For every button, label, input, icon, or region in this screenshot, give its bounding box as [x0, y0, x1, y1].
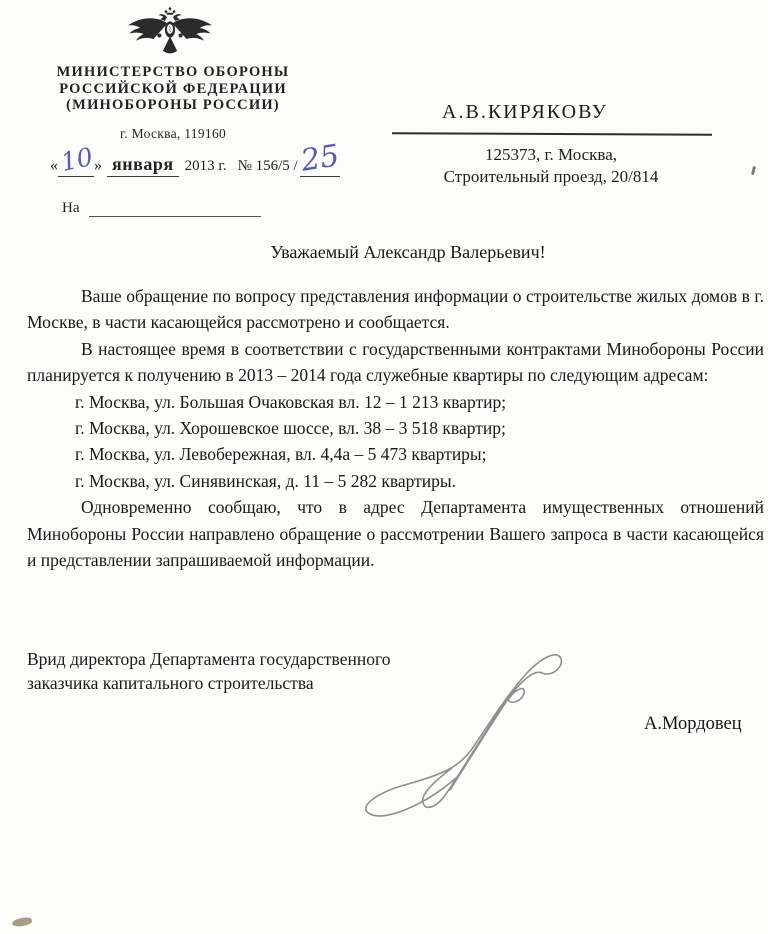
ministry-name-block: [28, 64, 318, 114]
number-blank-field: [298, 138, 342, 179]
signer-title-line-1: Врид директора Департамента государственного: [27, 649, 391, 669]
open-quote: «: [50, 157, 58, 174]
list-item: г. Москва, ул. Синявинская, д. 11 – 5 282 квартиры.: [75, 470, 457, 491]
salutation: Уважаемый Александр Валерьевич!: [270, 242, 546, 262]
paragraph-2: В настоящее время в соответствии с государственными контрактами Минобороны России планируется к получению в 2013 – 2014 года служебные квартиры по следующим адресам:: [27, 338, 764, 386]
addressee-underline: [392, 132, 712, 135]
outgoing-number-prefix: № 156/5 /: [237, 158, 298, 174]
ministry-line-1: МИНИСТЕРСТВО ОБОРОНЫ: [56, 64, 290, 80]
day-blank-field: [58, 142, 96, 177]
month-label: января: [107, 154, 179, 177]
mod-eagle-emblem-icon: [127, 6, 213, 59]
date-number-line: [50, 138, 342, 179]
signer-name: А.Мордовец: [644, 714, 742, 734]
scan-speck: [12, 917, 33, 928]
close-quote: »: [94, 157, 102, 174]
ministry-line-2: РОССИЙСКОЙ ФЕДЕРАЦИИ: [59, 80, 287, 97]
apartment-address-list: [27, 389, 764, 495]
scan-speck: [751, 166, 756, 175]
handwritten-day: 10: [58, 142, 96, 177]
ministry-line-3: (МИНОБОРОНЫ РОССИИ): [66, 97, 280, 113]
handwritten-number: 25: [298, 138, 342, 179]
reference-line: [62, 198, 261, 217]
list-item: г. Москва, ул. Левобережная, вл. 4,4а – 5 473 квартиры;: [75, 444, 487, 465]
addressee-address-line-1: 125373, г. Москва,: [484, 145, 618, 164]
addressee-name: А.В.КИРЯКОВУ: [442, 101, 608, 123]
list-item: г. Москва, ул. Большая Очаковская вл. 12 – 1 213 квартир;: [75, 391, 507, 412]
letter-body: [27, 283, 764, 573]
paragraph-3: Одновременно сообщаю, что в адрес Департамента имущественных отношений Минобороны России направлено обращение о рассмотрении Вашего запроса в части касающейся и представлении запрашиваемой информации.: [27, 497, 764, 571]
reference-blank-field: [89, 198, 261, 217]
addressee-address-line-2: Строительный проезд, 20/814: [443, 167, 659, 186]
list-item: г. Москва, ул. Хорошевское шоссе, вл. 38 – 3 518 квартир;: [75, 418, 506, 439]
year-label: 2013 г.: [184, 158, 227, 174]
paragraph-1: Ваше обращение по вопросу представления информации о строительстве жилых домов в г. Москве, в части касающейся рассмотрено и сообщается.: [27, 286, 764, 333]
signer-title-line-2: заказчика капитального строительства: [27, 672, 314, 693]
ministry-city-zip: г. Москва, 119160: [119, 126, 227, 141]
handwritten-signature: [356, 626, 636, 824]
reference-label: На: [62, 200, 80, 216]
